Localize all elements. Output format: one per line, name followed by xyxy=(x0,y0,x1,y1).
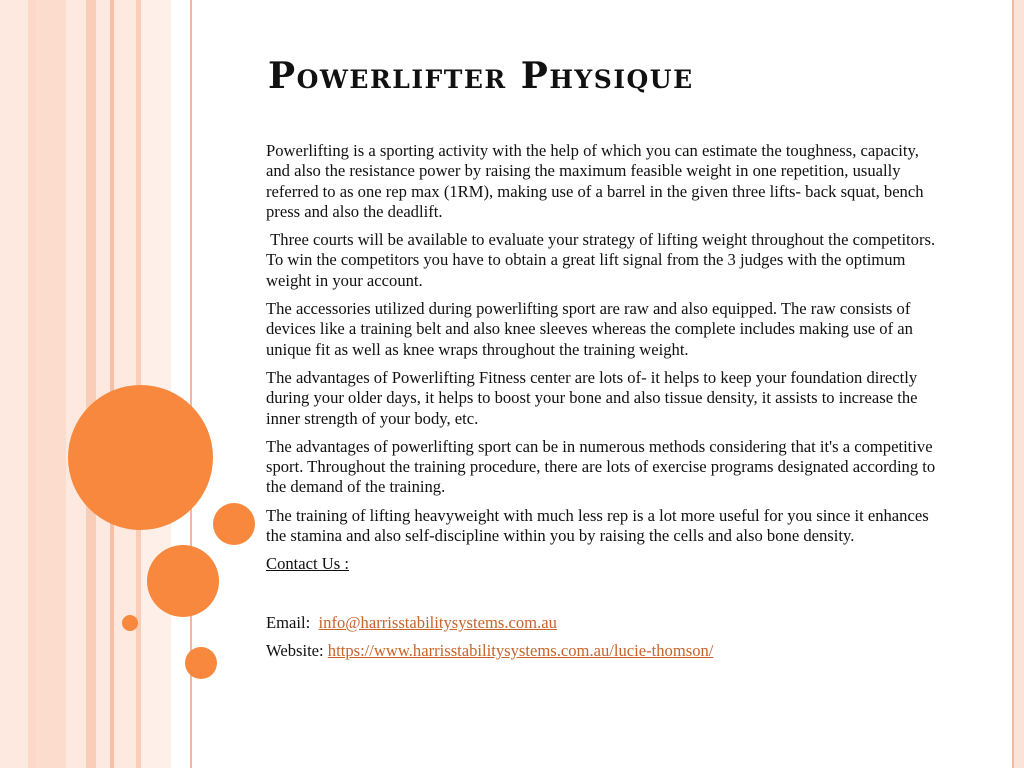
stripe-band xyxy=(96,0,110,768)
website-label: Website: xyxy=(266,640,328,660)
stripe-band xyxy=(28,0,36,768)
email-line xyxy=(266,613,936,633)
slide-body xyxy=(266,141,939,669)
decorative-circle-tiny xyxy=(122,615,138,631)
spacer xyxy=(266,575,936,613)
stripe-band xyxy=(114,0,136,768)
decorative-circle-large xyxy=(68,385,213,530)
contact-heading: Contact Us : xyxy=(266,554,349,574)
stripe-band xyxy=(66,0,86,768)
body-paragraph: Powerlifting is a sporting activity with the help of which you can estimate the toughness, capacity, and also the resistance power by raising the maximum feasible weight in one repetition, usually referred to as one rep max (1RM), making use of a barrel in the given three lifts- back squat, bench press and also the deadlift. xyxy=(266,141,924,221)
stripe-band xyxy=(86,0,96,768)
body-paragraph: Three courts will be available to evaluate your strategy of lifting weight throughout the competitors. To win the competitors you have to obtain a great lift signal from the 3 judges with the optimum weight in your account. xyxy=(266,230,939,290)
body-paragraph: The advantages of powerlifting sport can be in numerous methods considering that it's a competitive sport. Throughout the training procedure, there are lots of exercise programs designated according to the demand of the training. xyxy=(266,436,936,497)
stripe-band xyxy=(36,0,66,768)
decorative-circle-small xyxy=(213,503,255,545)
website-link[interactable]: https://www.harrisstabilitysystems.com.au/lucie-thomson/ xyxy=(327,640,714,660)
body-paragraph: The advantages of Powerlifting Fitness center are lots of- it helps to keep your foundation directly during your older days, it helps to boost your bone and also tissue density, it assists to increase the inner strength of your body, etc. xyxy=(266,367,918,428)
body-paragraph: The training of lifting heavyweight with much less rep is a lot more useful for you since it enhances the stamina and also self-discipline within you by raising the cells and also bone density. xyxy=(266,505,929,546)
decorative-stripes xyxy=(0,0,195,768)
email-label: Email: xyxy=(266,612,319,632)
decorative-circle-small-bottom xyxy=(185,647,217,679)
slide-title: Powerlifter Physique xyxy=(268,55,694,97)
stripe-band xyxy=(0,0,28,768)
email-link[interactable]: info@harrisstabilitysystems.com.au xyxy=(318,612,557,632)
decorative-circle-medium xyxy=(147,545,219,617)
right-edge-band xyxy=(1014,0,1024,768)
body-paragraph: The accessories utilized during powerlifting sport are raw and also equipped. The raw consists of devices like a training belt and also knee sleeves whereas the complete includes making use of an unique fit as well as knee wraps throughout the training weight. xyxy=(266,299,913,359)
stripe-band xyxy=(141,0,171,768)
website-line xyxy=(266,641,936,661)
